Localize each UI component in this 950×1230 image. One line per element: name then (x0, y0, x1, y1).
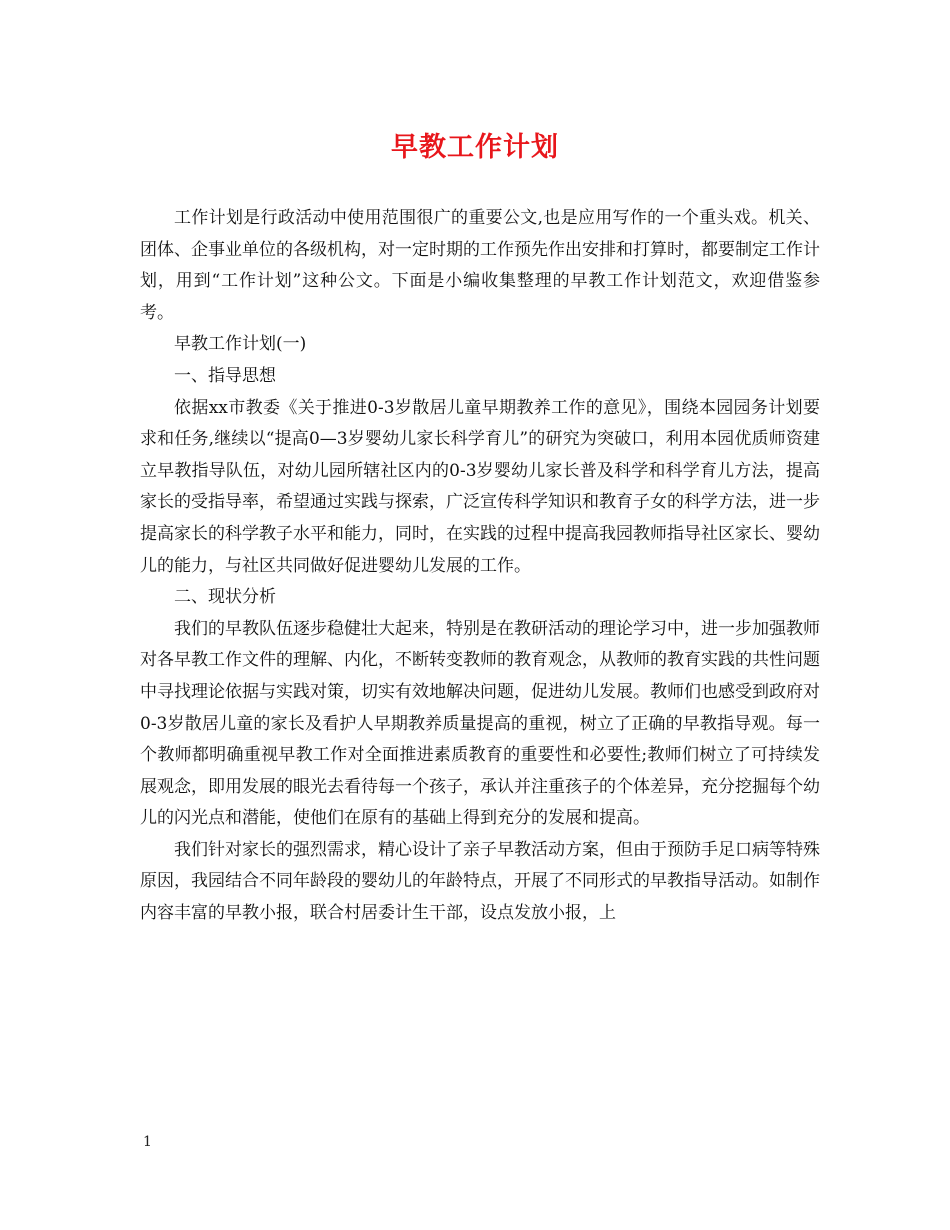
status-analysis-paragraph: 我们的早教队伍逐步稳健壮大起来，特别是在教研活动的理论学习中，进一步加强教师对各早教工作文件的理解、内化，不断转变教师的教育观念，从教师的教育实践的共性问题中寻找理论依据与实践对策，切实有效地解决问题，促进幼儿发展。教师们也感受到政府对0-3岁散居儿童的家长及看护人早期教养质量提高的重视，树立了正确的早教指导观。每一个教师都明确重视早教工作对全面推进素质教育的重要性和必要性;教师们树立了可持续发展观念，即用发展的眼光去看待每一个孩子，承认并注重孩子的个体差异，充分挖掘每个幼儿的闪光点和潜能，使他们在原有的基础上得到充分的发展和提高。 (140, 618, 820, 829)
document-title: 早教工作计划 (391, 132, 559, 163)
page-number: 1 (143, 1134, 152, 1150)
section-heading-plan-one: 早教工作计划(一) (174, 334, 307, 355)
intro-paragraph: 工作计划是行政活动中使用范围很广的重要公文,也是应用写作的一个重头戏。机关、团体、企事业单位的各级机构，对一定时期的工作预先作出安排和打算时，都要制定工作计划，用到“工作计划”这种公文。下面是小编收集整理的早教工作计划范文，欢迎借鉴参考。 (140, 208, 820, 323)
section-heading-status-analysis: 二、现状分析 (174, 587, 276, 608)
section-heading-guiding-thought: 一、指导思想 (174, 365, 276, 386)
guiding-thought-paragraph: 依据xx市教委《关于推进0-3岁散居儿童早期教养工作的意见》，围绕本园园务计划要求和任务,继续以“提高0—3岁婴幼儿家长科学育儿”的研究为突破口，利用本园优质师资建立早教指导队伍，对幼儿园所辖社区内的0-3岁婴幼儿家长普及科学和科学育儿方法，提高家长的受指导率，希望通过实践与探索，广泛宣传科学知识和教育子女的科学方法，进一步提高家长的科学教子水平和能力，同时，在实践的过程中提高我园教师指导社区家长、婴幼儿的能力，与社区共同做好促进婴幼儿发展的工作。 (140, 397, 820, 576)
activities-paragraph: 我们针对家长的强烈需求，精心设计了亲子早教活动方案，但由于预防手足口病等特殊原因，我园结合不同年龄段的婴幼儿的年龄特点，开展了不同形式的早教指导活动。如制作内容丰富的早教小报，联合村居委计生干部，设点发放小报，上 (140, 839, 820, 924)
document-body (140, 203, 820, 930)
